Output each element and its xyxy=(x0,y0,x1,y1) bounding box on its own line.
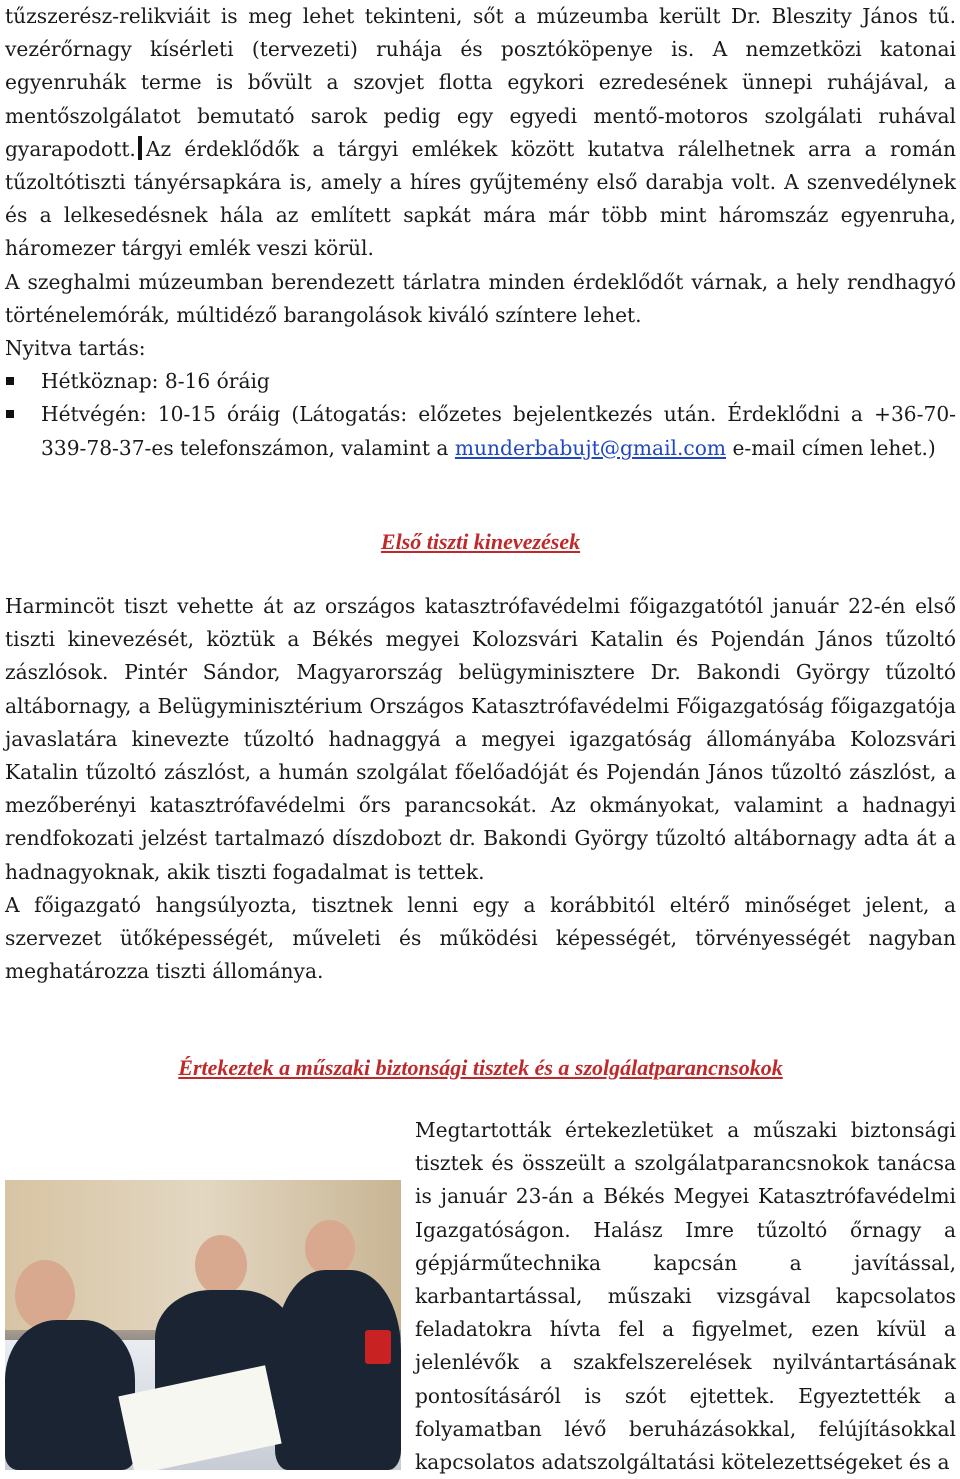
text-cursor xyxy=(138,136,142,160)
square-bullet-icon xyxy=(6,377,14,385)
list-item xyxy=(5,365,956,398)
section-meeting xyxy=(5,1053,956,1083)
opening-hours-label: Nyitva tartás: xyxy=(5,336,146,361)
section-heading: Első tiszti kinevezések xyxy=(380,529,581,554)
weekend-hours-end: e-mail címen lehet.) xyxy=(726,435,936,460)
museum-collection-paragraph xyxy=(5,0,956,266)
intro-block xyxy=(5,0,956,465)
paragraph-text: Az érdeklődők a tárgyi emlékek között kutatva rálelhetnek arra a román tűzoltótiszti tányérsapkára is, amely a híres gyűjtemény első darabja volt. A szenvedélynek és a lelkesedésnek hála az említett sapkát mára már több mint háromszáz egyenruha, háromezer tárgyi emlék veszi körül. xyxy=(5,136,956,261)
weekend-hours: Hétvégén: 10-15 óráig (Látogatás: előzetes bejelentkezés után. Érdeklődni a +36-70-339-78-37-es telefonszámon, valamint a xyxy=(41,402,956,460)
director-quote-paragraph: A főigazgató hangsúlyozta, tisztnek lenni egy a korábbitól eltérő minőséget jelent, a szervezet ütőképességét, műveleti és működési képességét, törvényességét nagyban meghatározza tiszti állománya. xyxy=(5,892,956,984)
museum-invitation-paragraph: A szeghalmi múzeumban berendezett tárlatra minden érdeklődőt várnak, a hely rendhagyó történelemórák, múltidéző barangolások kiváló színtere lehet. xyxy=(5,269,956,327)
section-first-appointments xyxy=(5,527,956,557)
section-first-appointments-body xyxy=(5,590,956,988)
email-link[interactable]: munderbabujt@gmail.com xyxy=(454,435,727,460)
section-meeting-body xyxy=(5,1114,956,1479)
meeting-photo xyxy=(5,1180,401,1470)
square-bullet-icon xyxy=(6,410,14,418)
opening-hours-list xyxy=(5,365,956,465)
section-heading: Értekeztek a műszaki biztonsági tisztek és a szolgálatparancnsokok xyxy=(178,1055,783,1080)
appointments-paragraph: Harmincöt tiszt vehette át az országos katasztrófavédelmi főigazgatótól január 22-én első tiszti kinevezését, köztük a Békés megyei Kolozsvári Katalin és Pojendán János tűzoltó zászlósok. Pintér Sándor, Magyarország belügyminisztere Dr. Bakondi György tűzoltó altábornagy, a Belügyminisztérium Országos Katasztrófavédelmi Főigazgatóság főigazgatója javaslatára kinevezte tűzoltó hadnaggyá a megyei igazgatóság állományába Kolozsvári Katalin tűzoltó zászlóst, a humán szolgálat főelőadóját és Pojendán János tűzoltó zászlóst, a mezőberényi katasztrófavédelmi őrs parancsokát. Az okmányokat, valamint a hadnagyi rendfokozati jelzést tartalmazó díszdobozt dr. Bakondi György tűzoltó altábornagy adta át a hadnagyoknak, akik tiszti fogadalmat is tettek. xyxy=(5,594,956,884)
weekday-hours: Hétköznap: 8-16 óráig xyxy=(41,369,270,394)
list-item xyxy=(5,398,956,464)
paragraph-text: tűzszerész-relikviáit is meg lehet tekinteni, sőt a múzeumba került Dr. Bleszity János tű. vezérőrnagy kísérleti (tervezeti) ruhája és posztóköpenye is. A nemzetközi katonai egyenruhák terme is bővült a szovjet flotta egykori ezredesének ünnepi ruhájával, a mentőszolgálatot bemutató sarok pedig egy egyedi mentő-motoros szolgálati ruhával gyarapodott. xyxy=(5,4,956,161)
meeting-paragraph: Megtartották értekezletüket a műszaki biztonsági tisztek és összeült a szolgálatparancsnokok tanácsa is január 23-án a Békés Megyei Katasztrófavédelmi Igazgatóságon. Halász Imre tűzoltó őrnagy a gépjárműtechnika kapcsán a javítással, karbantartással, műszaki vizsgával kapcsolatos feladatokra hívta fel a figyelmet, ezen kívül a jelenlévők a szakfelszerelések nyilvántartásának pontosításáról is szót ejtettek. Egyeztették a folyamatban lévő beruházásokkal, felújításokkal kapcsolatos adatszolgáltatási kötelezettségeket és a xyxy=(415,1118,956,1475)
